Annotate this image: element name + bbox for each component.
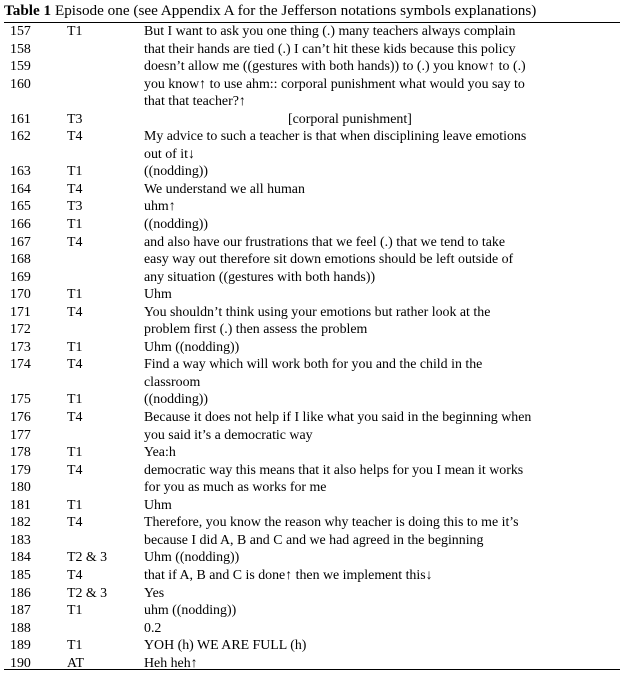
table-row — [4, 602, 620, 620]
utterance: You shouldn’t think using your emotions but rather look at the — [144, 304, 491, 320]
utterance: easy way out therefore sit down emotions should be left outside of — [144, 252, 514, 268]
speaker: T4 — [67, 234, 83, 250]
table-row — [4, 427, 620, 445]
speaker: T1 — [67, 445, 83, 461]
line-number: 190 — [10, 655, 31, 671]
line-number: 176 — [10, 410, 31, 426]
line-number: 172 — [10, 322, 31, 338]
speaker: T4 — [67, 462, 83, 478]
line-number: 174 — [10, 357, 31, 373]
speaker: AT — [67, 655, 84, 671]
utterance: and also have our frustrations that we feel (.) that we tend to take — [144, 234, 506, 250]
utterance: My advice to such a teacher is that when disciplining leave emotions — [144, 129, 527, 145]
utterance: Uhm ((nodding)) — [144, 550, 240, 566]
table-row — [4, 304, 620, 322]
speaker: T4 — [67, 567, 83, 583]
table-caption-text: Episode one (see Appendix A for the Jefferson notations symbols explanations) — [51, 2, 537, 19]
table-row — [4, 269, 620, 287]
utterance: Heh heh↑ — [144, 655, 198, 671]
line-number: 189 — [10, 638, 31, 654]
table-row — [4, 620, 620, 638]
speaker: T1 — [67, 287, 83, 303]
table-row — [4, 198, 620, 216]
table-row — [4, 41, 620, 59]
table-row — [4, 93, 620, 111]
utterance: doesn’t allow me ((gestures with both hands)) to (.) you know↑ to (.) — [144, 59, 526, 75]
utterance: uhm ((nodding)) — [144, 603, 237, 619]
speaker: T4 — [67, 304, 83, 320]
line-number: 166 — [10, 217, 31, 233]
utterance: problem first (.) then assess the problem — [144, 322, 368, 338]
speaker: T1 — [67, 339, 83, 355]
utterance: uhm↑ — [144, 199, 176, 215]
line-number: 175 — [10, 392, 31, 408]
line-number: 183 — [10, 532, 31, 548]
table-row — [4, 567, 620, 585]
table-row — [4, 339, 620, 357]
line-number: 171 — [10, 304, 31, 320]
line-number: 164 — [10, 181, 31, 197]
speaker: T1 — [67, 392, 83, 408]
table-row — [4, 76, 620, 94]
utterance: Uhm — [144, 497, 172, 513]
table-row — [4, 216, 620, 234]
table-row — [4, 444, 620, 462]
table-caption-label: Table 1 — [4, 2, 52, 19]
line-number: 165 — [10, 199, 31, 215]
line-number: 162 — [10, 129, 31, 145]
table-row — [4, 181, 620, 199]
utterance: because I did A, B and C and we had agreed in the beginning — [144, 532, 484, 548]
utterance: ((nodding)) — [144, 164, 209, 180]
line-number: 184 — [10, 550, 31, 566]
table-row — [4, 163, 620, 181]
table-row — [4, 23, 620, 41]
line-number: 187 — [10, 603, 31, 619]
transcript-table — [4, 23, 620, 672]
table-row — [4, 637, 620, 655]
line-number: 163 — [10, 164, 31, 180]
table-row — [4, 146, 620, 164]
utterance: But I want to ask you one thing (.) many teachers always complain — [144, 24, 516, 39]
line-number: 173 — [10, 339, 31, 355]
speaker: T2 & 3 — [67, 550, 108, 566]
speaker: T4 — [67, 129, 83, 145]
table-row — [4, 391, 620, 409]
utterance: that their hands are tied (.) I can’t hit these kids because this policy — [144, 41, 516, 57]
line-number: 182 — [10, 515, 31, 531]
speaker: T3 — [67, 199, 83, 215]
speaker: T4 — [67, 410, 83, 426]
utterance: out of it↓ — [144, 146, 195, 162]
table-row — [4, 251, 620, 269]
utterance: We understand we all human — [144, 181, 305, 197]
utterance: classroom — [144, 374, 201, 390]
table-row — [4, 356, 620, 374]
speaker: T1 — [67, 24, 83, 39]
utterance: that that teacher?↑ — [144, 94, 246, 110]
utterance: Yea:h — [144, 445, 176, 461]
line-number: 185 — [10, 567, 31, 583]
utterance: Uhm — [144, 287, 172, 303]
speaker: T3 — [67, 111, 83, 127]
table-row — [4, 514, 620, 532]
line-number: 167 — [10, 234, 31, 250]
speaker: T1 — [67, 217, 83, 233]
utterance: ((nodding)) — [144, 217, 209, 233]
table-row — [4, 58, 620, 76]
table-row — [4, 549, 620, 567]
utterance: you said it’s a democratic way — [144, 427, 313, 443]
line-number: 178 — [10, 445, 31, 461]
utterance: Find a way which will work both for you and the child in the — [144, 357, 483, 373]
table-row — [4, 479, 620, 497]
utterance: [corporal punishment] — [288, 111, 412, 127]
table-row — [4, 409, 620, 427]
line-number: 159 — [10, 59, 31, 75]
utterance: Therefore, you know the reason why teacher is doing this to me it’s — [144, 515, 519, 531]
line-number: 177 — [10, 427, 31, 443]
table-row — [4, 128, 620, 146]
speaker: T2 & 3 — [67, 585, 108, 601]
speaker: T4 — [67, 357, 83, 373]
speaker: T1 — [67, 164, 83, 180]
table-row — [4, 497, 620, 515]
table-row — [4, 532, 620, 550]
table-row — [4, 286, 620, 304]
speaker: T4 — [67, 515, 83, 531]
speaker: T1 — [67, 497, 83, 513]
utterance: YOH (h) WE ARE FULL (h) — [144, 638, 307, 654]
table-bottom-rule — [4, 669, 620, 670]
utterance: Because it does not help if I like what you said in the beginning when — [144, 410, 532, 426]
table-caption — [4, 2, 622, 20]
table-row — [4, 111, 620, 129]
line-number: 188 — [10, 620, 31, 636]
utterance: you know↑ to use ahm:: corporal punishment what would you say to — [144, 76, 525, 92]
table-row — [4, 321, 620, 339]
speaker: T4 — [67, 181, 83, 197]
line-number: 160 — [10, 76, 31, 92]
utterance: Uhm ((nodding)) — [144, 339, 240, 355]
table-row — [4, 374, 620, 392]
line-number: 186 — [10, 585, 31, 601]
utterance: democratic way this means that it also helps for you I mean it works — [144, 462, 524, 478]
line-number: 168 — [10, 252, 31, 268]
table-row — [4, 585, 620, 603]
utterance: Yes — [144, 585, 165, 601]
line-number: 170 — [10, 287, 31, 303]
line-number: 161 — [10, 111, 31, 127]
utterance: for you as much as works for me — [144, 480, 327, 496]
line-number: 169 — [10, 269, 31, 285]
speaker: T1 — [67, 603, 83, 619]
utterance: 0.2 — [144, 620, 162, 636]
table-row — [4, 462, 620, 480]
utterance: any situation ((gestures with both hands)) — [144, 269, 376, 285]
line-number: 180 — [10, 480, 31, 496]
line-number: 158 — [10, 41, 31, 57]
table-row — [4, 234, 620, 252]
line-number: 181 — [10, 497, 31, 513]
line-number: 179 — [10, 462, 31, 478]
line-number: 157 — [10, 24, 31, 39]
utterance: ((nodding)) — [144, 392, 209, 408]
utterance: that if A, B and C is done↑ then we implement this↓ — [144, 567, 433, 583]
speaker: T1 — [67, 638, 83, 654]
